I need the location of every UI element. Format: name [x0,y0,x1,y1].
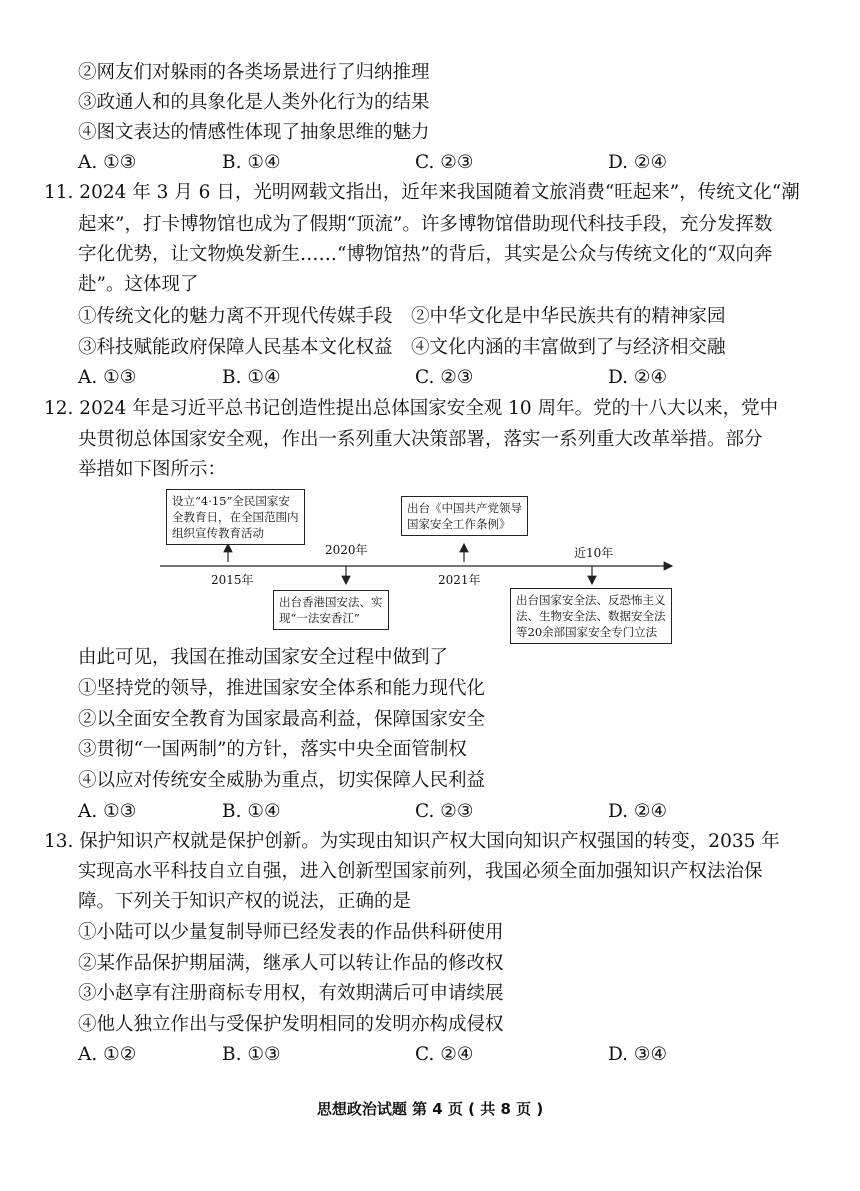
timeline-box-recent-line: 法、生物安全法、数据安全法 [516,609,666,623]
q12-option-a: A. ①③ [78,801,137,822]
q12-option-b: B. ①④ [222,801,281,822]
q10-item-2: ②网友们对躲雨的各类场景进行了归纳推理 [78,62,430,83]
q12-item-4: ④以应对传统安全威胁为重点，切实保障人民利益 [78,770,486,791]
q10-option-d: D. ②④ [608,152,668,173]
q13-option-d: D. ③④ [608,1044,668,1065]
q13-option-b: B. ①③ [222,1044,281,1065]
q11-item-2: ②中华文化是中华民族共有的精神家园 [411,306,726,327]
q11-stem-line-2: 起来”，打卡博物馆也成为了假期“顶流”。许多博物馆借助现代科技手段，充分发挥数 [78,214,773,235]
q13-options [78,1040,818,1070]
q12-option-d: D. ②④ [608,801,668,822]
timeline-label-2020: 2020年 [325,543,368,557]
q11-options [78,363,818,393]
q11-item-1: ①传统文化的魅力离不开现代传媒手段 [78,306,393,327]
q12-option-c: C. ②③ [415,801,474,822]
q11-option-d: D. ②④ [608,367,668,388]
q10-item-3: ③政通人和的具象化是人类外化行为的结果 [78,92,430,113]
timeline-box-recent-line: 等20余部国家安全专门立法 [516,625,658,639]
q10-item-4: ④图文表达的情感性体现了抽象思维的魅力 [78,122,430,143]
q10-option-b: B. ①④ [222,152,281,173]
timeline-box-2015-line: 设立“4·15”全民国家安 [172,494,290,508]
timeline-box-recent-line: 出台国家安全法、反恐怖主义 [516,593,666,607]
q12-item-2: ②以全面安全教育为国家最高利益，保障国家安全 [78,709,486,730]
timeline-box-2021-line: 出台《中国共产党领导 [407,501,522,515]
q12-question: 由此可见，我国在推动国家安全过程中做到了 [78,647,449,668]
timeline-box-2020-line: 出台香港国安法、实 [279,595,383,609]
q12-options [78,797,818,827]
q11-item-4: ④文化内涵的丰富做到了与经济相交融 [411,337,726,358]
q13-item-2: ②某作品保护期届满，继承人可以转让作品的修改权 [78,953,504,974]
q12-stem-line-2: 央贯彻总体国家安全观，作出一系列重大决策部署，落实一系列重大改革举措。部分 [78,429,763,450]
q12-item-3: ③贯彻“一国两制”的方针，落实中央全面管制权 [78,739,467,760]
q11-item-3: ③科技赋能政府保障人民基本文化权益 [78,337,393,358]
page-footer: 思想政治试题 第 4 页 ( 共 8 页 ) [316,1100,544,1118]
q11-stem-line-1: 11. 2024 年 3 月 6 日，光明网载文指出，近年来我国随着文旅消费“旺起来”，传统文化“潮 [44,182,800,203]
timeline-box-recent [510,588,672,644]
q13-stem-line-1: 13. 保护知识产权就是保护创新。为实现由知识产权大国向知识产权强国的转变，2035 年 [44,831,780,852]
q13-stem-line-2: 实现高水平科技自立自强，进入创新型国家前列，我国必须全面加强知识产权法治保 [78,861,763,882]
timeline-box-2015-line: 组织宣传教育活动 [172,526,264,540]
timeline-label-2015: 2015年 [211,573,254,587]
timeline-box-2020-line: 现“一法安香江” [279,611,360,625]
q10-option-a: A. ①③ [78,152,137,173]
q12-item-1: ①坚持党的领导，推进国家安全体系和能力现代化 [78,678,486,699]
q13-stem-line-3: 障。下列关于知识产权的说法，正确的是 [78,891,412,912]
q11-stem-line-3: 字化优势，让文物焕发新生……“博物馆热”的背后，其实是公众与传统文化的“双向奔 [78,244,773,265]
q11-option-c: C. ②③ [415,367,474,388]
q10-option-c: C. ②③ [415,152,474,173]
timeline-box-2015 [166,489,305,545]
q12-stem-line-3: 举措如下图所示： [78,459,227,480]
q13-item-3: ③小赵享有注册商标专用权，有效期满后可申请续展 [78,983,504,1004]
q11-stem-line-4: 赴”。这体现了 [78,274,199,295]
q10-options [78,148,818,178]
timeline-label-recent: 近10年 [574,546,614,560]
timeline-label-2021: 2021年 [438,573,481,587]
q13-option-a: A. ①② [78,1044,137,1065]
q12-stem-line-1: 12. 2024 年是习近平总书记创造性提出总体国家安全观 10 周年。党的十八大以来，党中 [44,398,779,419]
timeline-box-2015-line: 全教育日，在全国范围内 [172,510,299,524]
q11-option-a: A. ①③ [78,367,137,388]
q13-item-4: ④他人独立作出与受保护发明相同的发明亦构成侵权 [78,1014,504,1035]
q13-option-c: C. ②④ [415,1044,474,1065]
q11-option-b: B. ①④ [222,367,281,388]
timeline-box-2021-line: 国家安全工作条例》 [407,517,511,531]
q13-item-1: ①小陆可以少量复制导师已经发表的作品供科研使用 [78,922,504,943]
timeline-box-2021 [401,496,528,536]
timeline-box-2020 [273,590,389,630]
